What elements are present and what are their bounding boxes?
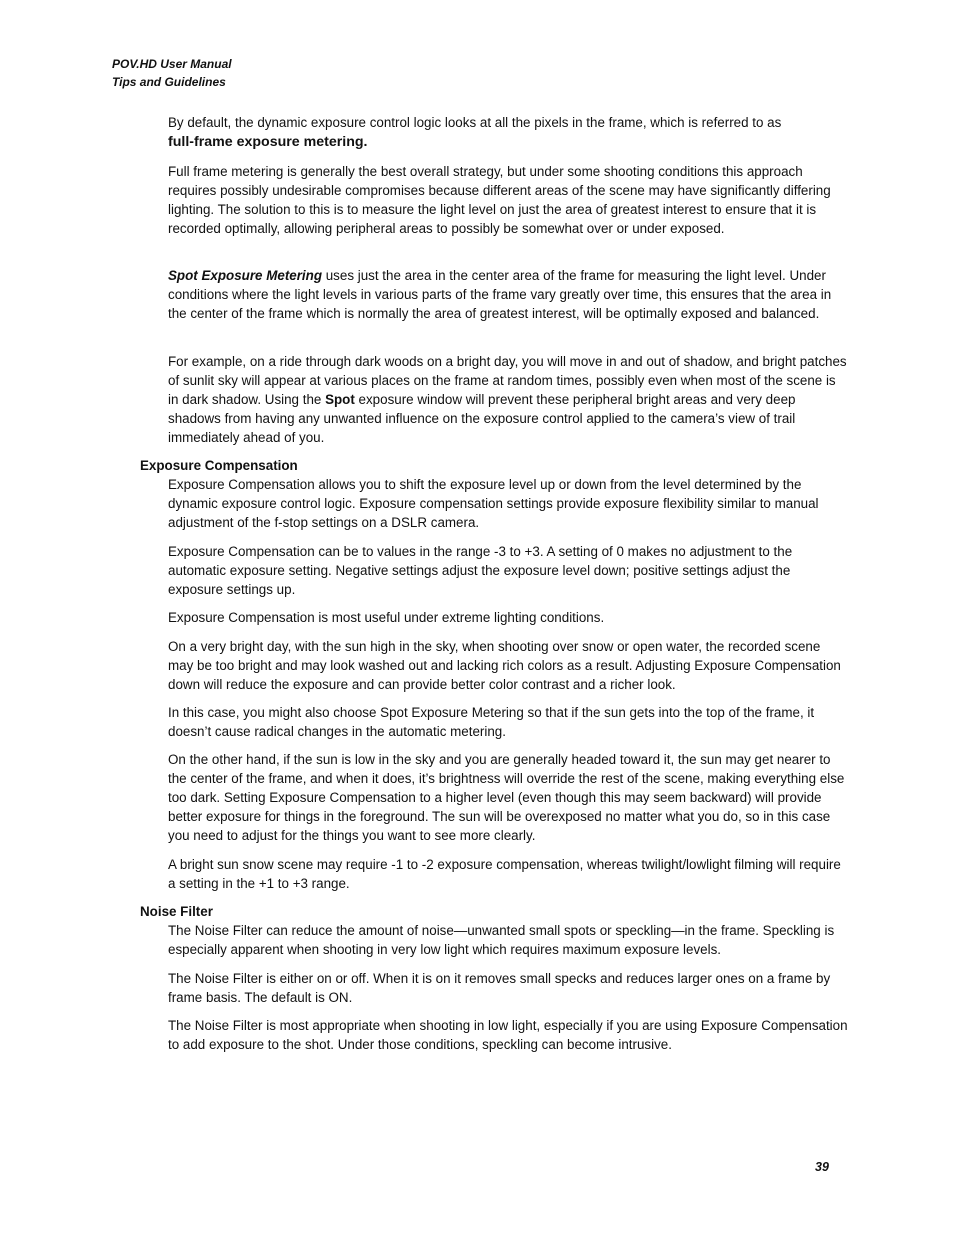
spot-term: Spot Exposure Metering [168,268,323,283]
exposure-comp-p3: Exposure Compensation is most useful under extreme lighting conditions. [168,610,605,625]
running-header-title: POV.HD User Manual [112,57,232,71]
noise-filter-p2: The Noise Filter is either on or off. When it is on it removes small specks and reduces larger ones on a frame by frame basis. The default is ON. [168,971,831,1006]
exposure-comp-p2: Exposure Compensation can be to values in the range -3 to +3. A setting of 0 makes no adjustment to the automatic exposure setting. Negative settings adjust the exposure level down; positive settings adjust the exposure settings up. [168,544,793,598]
exposure-comp-p5: In this case, you might also choose Spot Exposure Metering so that if the sun gets into the top of the frame, it doesn’t cause radical changes in the automatic metering. [168,705,815,740]
running-header-subtitle: Tips and Guidelines [112,75,226,89]
intro-paragraph [168,113,848,152]
full-frame-paragraph: Full frame metering is generally the best overall strategy, but under some shooting conditions this approach requires possibly undesirable compromises because different areas of the scene may have significantly differing lighting. The solution to this is to measure the light level on just the area of greatest interest to ensure that it is recorded optimally, allowing peripheral areas to possibly be somewhat over or under exposed. [168,164,831,237]
example-paragraph [168,352,848,447]
spot-paragraph [168,266,848,323]
noise-filter-p1: The Noise Filter can reduce the amount of noise—unwanted small spots or speckling—in the frame. Speckling is especially apparent when shooting in very low light which requires maximum exposure levels. [168,923,835,958]
page-number: 39 [815,1160,829,1174]
exposure-comp-p1: Exposure Compensation allows you to shift the exposure level up or down from the level determined by the dynamic exposure control logic. Exposure compensation settings provide exposure flexibility similar to manual adjustment of the f-stop settings on a DSLR camera. [168,477,819,531]
spot-text: uses just the area in the center area of the frame for measuring the light level. Under conditions where the light levels in various parts of the frame vary greatly over time, this ensures that the area in the center of the frame which is normally the area of greatest interest, will be optimally exposed and balanced. [168,268,832,322]
exposure-comp-p7: A bright sun snow scene may require -1 to -2 exposure compensation, whereas twilight/lowlight filming will require a setting in the +1 to +3 range. [168,857,841,892]
intro-text: By default, the dynamic exposure control logic looks at all the pixels in the frame, which is referred to as [168,115,782,130]
noise-filter-heading: Noise Filter [140,904,213,919]
exposure-comp-p6: On the other hand, if the sun is low in the sky and you are generally headed toward it, the sun may get nearer to the center of the frame, and when it does, it’s brightness will override the rest of the scene, making everything else too dark. Setting Exposure Compensation to a higher level (even though this may seem backward) will provide better exposure for things in the foreground. The sun will be overexposed no matter what you do, so in this case you need to adjust for the things you want to see more clearly. [168,752,845,844]
example-before: For example, on a ride through dark woods on a bright day, you will move in and out of shadow, and bright patches of sunlit sky will appear at various places on the frame at random times, possibly even when most of the scene is in dark shadow. Using the [168,354,847,408]
exposure-compensation-heading: Exposure Compensation [140,458,298,473]
exposure-comp-p4: On a very bright day, with the sun high in the sky, when shooting over snow or open water, the recorded scene may be too bright and may look washed out and lacking rich colors as a result. Adjusting Exposure Compensation down will reduce the exposure and can provide better color contrast and a richer look. [168,639,841,693]
spot-bold: Spot [325,392,355,408]
example-after: exposure window will prevent these peripheral bright areas and very deep shadows from having any unwanted influence on the exposure control applied to the camera’s view of trail immediately ahead of you. [168,392,796,446]
noise-filter-p3: The Noise Filter is most appropriate when shooting in low light, especially if you are using Exposure Compensation to add exposure to the shot. Under those conditions, speckling can become intrusive. [168,1018,848,1053]
full-frame-term: full-frame exposure metering. [168,134,368,151]
